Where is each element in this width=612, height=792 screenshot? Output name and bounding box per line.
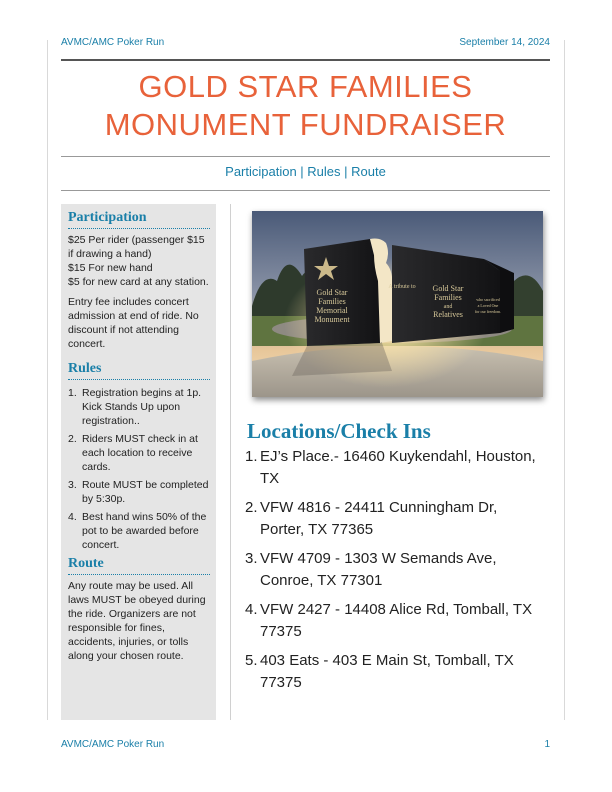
route-text: Any route may be used. All laws MUST be obeyed during the ride. Organizers are not responsible for fines, accidents, injuries, or tolls along your chosen route.	[68, 580, 206, 662]
price-rider: $25 Per rider (passenger $15 if drawing a hand)	[68, 234, 205, 260]
rule-item: 3. Route MUST be completed by 5:30p.	[68, 479, 209, 505]
price-new-card: $5 for new card at any station.	[68, 276, 209, 288]
plaque-left-line-2: Families	[318, 297, 346, 306]
footer-page-number: 1	[544, 739, 550, 750]
column-divider	[230, 204, 231, 720]
plaque-right-small-2: a Loved One	[477, 303, 499, 308]
plaque-left-line-3: Memorial	[316, 306, 348, 315]
section-nav: Participation | Rules | Route	[225, 164, 386, 179]
plaque-left-line-1: Gold Star	[316, 288, 348, 297]
page-title	[61, 68, 550, 144]
route-heading: Route	[68, 556, 210, 575]
nav-divider-top	[61, 156, 550, 157]
locations-heading: Locations/Check Ins	[247, 419, 431, 443]
header-date: September 14, 2024	[459, 37, 550, 48]
rules-heading: Rules	[68, 361, 210, 380]
location-item: 3. VFW 4709 - 1303 W Semands Ave, Conroe, TX 77301	[245, 550, 497, 589]
page-margin-line-left	[47, 40, 48, 720]
location-item: 2. VFW 4816 - 24411 Cunningham Dr, Porter, TX 77365	[245, 499, 498, 538]
sidebar	[61, 204, 216, 720]
page-margin-line-right	[564, 40, 565, 720]
title-line-1: GOLD STAR FAMILIES	[138, 69, 473, 104]
participation-note: Entry fee includes concert admission at end of ride. No discount if not attending concert.	[68, 296, 199, 350]
plaque-right-line-1: Gold Star	[432, 284, 464, 293]
plaque-right-line-2: Families	[434, 293, 462, 302]
header-event-name: AVMC/AMC Poker Run	[61, 37, 165, 48]
plaque-right-line-3: and	[443, 304, 453, 310]
plaque-left-line-4: Monument	[314, 315, 350, 324]
plaque-right-small-1: who sacrificed	[476, 297, 500, 302]
title-line-2: MONUMENT FUNDRAISER	[104, 107, 507, 142]
plaque-right-line-4: Relatives	[433, 310, 463, 319]
locations-list	[245, 446, 545, 701]
participation-heading: Participation	[68, 210, 210, 229]
location-item: 1. EJ’s Place.- 16460 Kuykendahl, Houston, TX	[245, 448, 536, 487]
rules-list	[68, 386, 210, 552]
price-new-hand: $15 For new hand	[68, 262, 153, 274]
rule-item: 4. Best hand wins 50% of the pot to be awarded before concert.	[68, 511, 207, 551]
rule-item: 2. Riders MUST check in at each location to receive cards.	[68, 433, 198, 473]
participation-prices	[68, 233, 210, 289]
header-divider	[61, 59, 550, 61]
nav-divider-bottom	[61, 190, 550, 191]
rule-item: 1. Registration begins at 1p. Kick Stands Up upon registration..	[68, 387, 202, 427]
plaque-right-small-3: for our freedom.	[474, 309, 502, 314]
plaque-right-intro: A tribute to	[388, 284, 416, 290]
location-item: 4. VFW 2427 - 14408 Alice Rd, Tomball, TX 77375	[245, 601, 533, 640]
location-item: 5. 403 Eats - 403 E Main St, Tomball, TX 77375	[245, 652, 514, 691]
footer-event-name: AVMC/AMC Poker Run	[61, 739, 165, 750]
monument-photo	[252, 211, 543, 397]
